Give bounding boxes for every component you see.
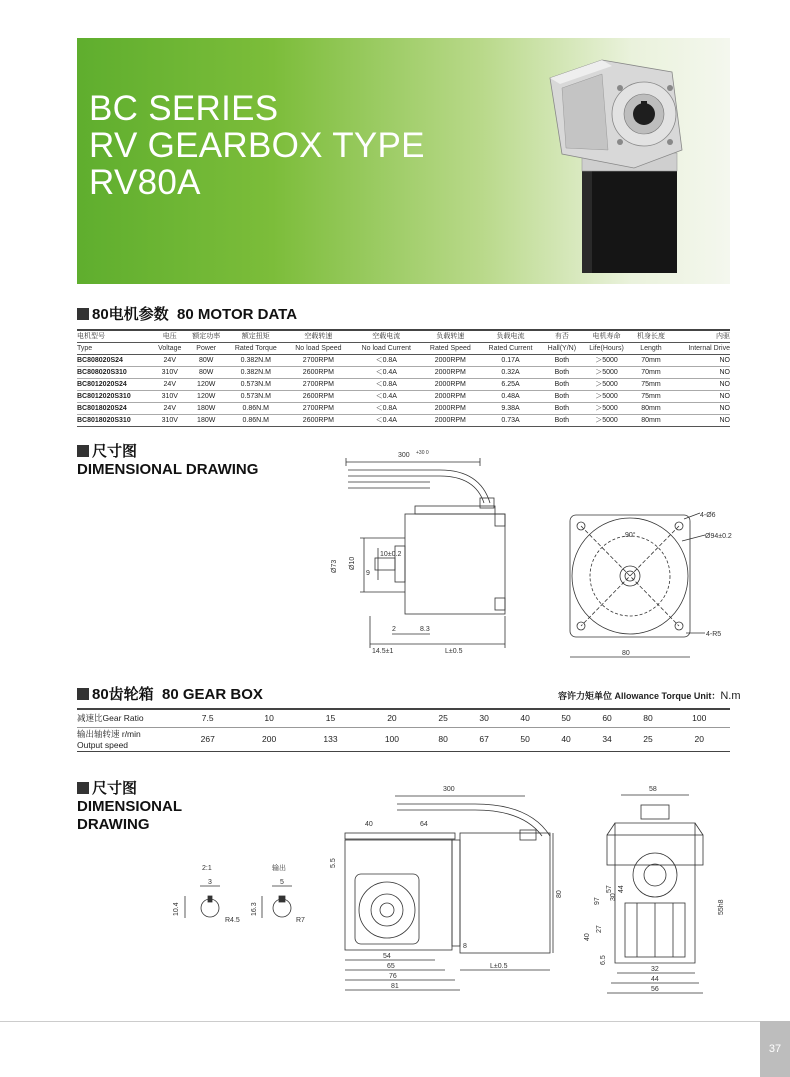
dim-pcd: Ø94±0.2 [705, 533, 732, 540]
dim-d64: 64 [420, 821, 428, 828]
shaft-key-detail-drawing [170, 860, 320, 930]
dim-d44v: 44 [618, 885, 625, 893]
dim-d76: 76 [389, 973, 397, 980]
dim-mount-holes: 4-Ø6 [700, 512, 716, 519]
table-row: BC8012020S24 24V 120W 0.573N.M 2700RPM ＜0.8A 2000RPM 6.25A Both ＞5000 75mm NO [77, 379, 730, 391]
heading-square-icon [77, 308, 89, 320]
banner-title-line-3: RV80A [89, 163, 201, 202]
gear-ratio-table [77, 708, 730, 752]
page-number: 37 [768, 1043, 782, 1055]
torque-unit-note: 容许力矩单位 Allowance Torque Unit：N.m [558, 690, 741, 702]
dim-k163: 16.3 [251, 902, 258, 916]
dim-length: L±0.5 [445, 648, 463, 655]
dim-d55: 5.5 [330, 858, 337, 868]
dim-k104: 10.4 [173, 902, 180, 916]
dim-d44: 44 [651, 976, 659, 983]
dim-r7: R7 [296, 917, 305, 924]
banner-title-line-1: BC SERIES [89, 89, 279, 128]
motor-data-heading: 80电机参数 80 MOTOR DATA [77, 303, 297, 324]
dim-d65v: 6.5 [600, 955, 607, 965]
footer-divider [0, 1021, 760, 1022]
dim-d30: 30 [610, 893, 617, 901]
dim-d9: 9 [366, 570, 370, 577]
heading-square-icon [77, 445, 89, 457]
gearbox-side-view-drawing [325, 778, 575, 1003]
dim-cable-length: 300 [398, 452, 410, 459]
table-row: BC808020S24 24V 80W 0.382N.M 2700RPM ＜0.8A 2000RPM 0.17A Both ＞5000 70mm NO [77, 355, 730, 367]
dim-d145: 14.5±1 [372, 648, 394, 655]
dim-d8: 8 [463, 943, 467, 950]
motor-data-table [77, 329, 730, 427]
dim-radius: 4-R5 [706, 631, 722, 638]
table-row: 输出轴转速 r/min Output speed 267 200 133 100 80 67 50 40 34 25 20 [77, 727, 730, 751]
dim-length: L±0.5 [490, 963, 508, 970]
drawing2-heading: 尺寸图 DIMENSIONAL DRAWING [77, 780, 182, 833]
dim-d27: 27 [596, 925, 603, 933]
dim-d40: 40 [365, 821, 373, 828]
dim-d2: 2 [392, 626, 396, 633]
motor-front-view-drawing [560, 505, 740, 665]
dim-d10: 10±0.2 [380, 551, 402, 558]
dim-d81: 81 [391, 983, 399, 990]
motor-side-view-drawing [330, 448, 540, 658]
output-label: 输出 [272, 865, 286, 872]
dim-r45: R4.5 [225, 917, 240, 924]
dim-d40v: 40 [584, 933, 591, 941]
dim-d65: 65 [387, 963, 395, 970]
drawing1-heading: 尺寸图 DIMENSIONAL DRAWING [77, 443, 259, 478]
dim-square: 80 [622, 650, 630, 657]
dim-d57: 57 [606, 885, 613, 893]
dim-angle: 90° [625, 532, 636, 539]
dim-d80: 80 [556, 890, 563, 898]
dim-d83: 8.3 [420, 626, 430, 633]
dim-d58: 58 [649, 786, 657, 793]
table-row: BC8012020S310 310V 120W 0.573N.M 2600RPM ＜0.4A 2000RPM 0.48A Both ＞5000 75mm NO [77, 391, 730, 403]
dim-k3: 3 [208, 879, 212, 886]
gearbox-motor-product-image [542, 58, 702, 278]
dim-d32: 32 [651, 966, 659, 973]
table-row: BC8018020S24 24V 180W 0.86N.M 2700RPM ＜0.8A 2000RPM 9.38A Both ＞5000 80mm NO [77, 403, 730, 415]
ratio-label: 2:1 [202, 865, 212, 872]
dim-d54: 54 [383, 953, 391, 960]
table-row: BC8018020S310 310V 180W 0.86N.M 2600RPM ＜0.4A 2000RPM 0.73A Both ＞5000 80mm NO [77, 415, 730, 427]
gearbox-front-view-drawing [585, 783, 735, 1003]
dim-diam73: Ø73 [331, 559, 338, 573]
dim-cable-length: 300 [443, 786, 455, 793]
header-banner [77, 38, 730, 284]
dim-d55h: 55h8 [718, 899, 725, 915]
heading-square-icon [77, 782, 89, 794]
page-number-box [760, 1021, 790, 1077]
gearbox-heading: 80齿轮箱 80 GEAR BOX [77, 683, 263, 704]
dim-d97: 97 [594, 897, 601, 905]
heading-square-icon [77, 688, 89, 700]
dim-diam10: Ø10 [349, 556, 356, 570]
motor-table-header-en: Type Voltage Power Rated Torque No load Speed No load Current Rated Speed Rated Current Hall(Y/N) Life(Hours) Length Internal Drive [77, 343, 730, 355]
dim-cable-tolerance: +30 0 [416, 450, 429, 456]
motor-table-header-cn: 电机型号 电压 额定功率 额定扭矩 空载转速 空载电流 负载转速 负载电流 有否 电机寿命 机身长度 内驱 [77, 330, 730, 343]
banner-title [89, 90, 425, 201]
banner-title-line-2: RV GEARBOX TYPE [89, 126, 425, 165]
dim-d56: 56 [651, 986, 659, 993]
table-row: 减速比Gear Ratio 7.5 10 15 20 25 30 40 50 60 80 100 [77, 709, 730, 727]
dim-k5: 5 [280, 879, 284, 886]
table-row: BC808020S310 310V 80W 0.382N.M 2600RPM ＜0.4A 2000RPM 0.32A Both ＞5000 70mm NO [77, 367, 730, 379]
